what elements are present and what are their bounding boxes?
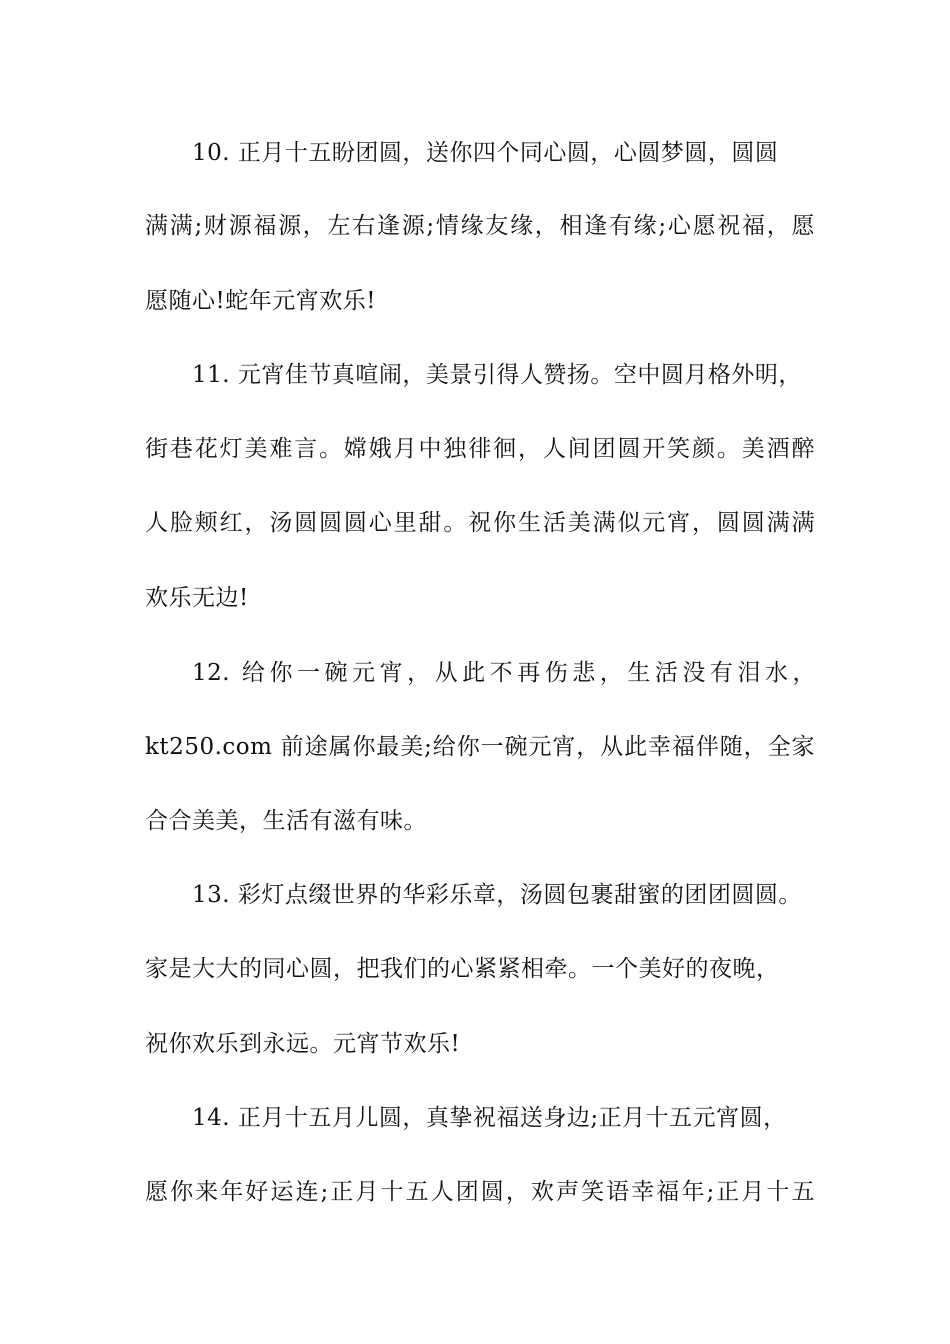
paragraph-13-line-3: 祝你欢乐到永远。元宵节欢乐! <box>145 1031 461 1057</box>
paragraph-14-line-1: 14. 正月十五月儿圆，真挚祝福送身边;正月十五元宵圆， <box>192 1105 787 1131</box>
paragraph-11-line-4: 欢乐无边! <box>145 585 249 611</box>
paragraph-10-line-1: 10. 正月十五盼团圆，送你四个同心圆，心圆梦圆，圆圆 <box>192 140 779 166</box>
paragraph-11-line-1: 11. 元宵佳节真喧闹，美景引得人赞扬。空中圆月格外明， <box>192 362 802 388</box>
paragraph-13-line-1: 13. 彩灯点缀世界的华彩乐章，汤圆包裹甜蜜的团团圆圆。 <box>192 882 802 908</box>
paragraph-12-line-2: kt250.com 前途属你最美;给你一碗元宵，从此幸福伴随，全家 <box>145 734 815 760</box>
paragraph-10-line-3: 愿随心!蛇年元宵欢乐! <box>145 288 376 314</box>
paragraph-13-line-2: 家是大大的同心圆，把我们的心紧紧相牵。一个美好的夜晚， <box>145 956 780 982</box>
paragraph-11-line-3: 人脸颊红，汤圆圆圆心里甜。祝你生活美满似元宵，圆圆满满 <box>145 510 815 536</box>
paragraph-10-line-2: 满满;财源福源，左右逢源;情缘友缘，相逢有缘;心愿祝福，愿 <box>145 213 815 239</box>
paragraph-12-line-3: 合合美美，生活有滋有味。 <box>145 808 427 834</box>
paragraph-11-line-2: 街巷花灯美难言。嫦娥月中独徘徊，人间团圆开笑颜。美酒醉 <box>145 436 815 462</box>
paragraph-12-line-1: 12. 给你一碗元宵，从此不再伤悲，生活没有泪水， <box>192 660 816 686</box>
paragraph-14-line-2: 愿你来年好运连;正月十五人团圆，欢声笑语幸福年;正月十五 <box>145 1179 815 1205</box>
